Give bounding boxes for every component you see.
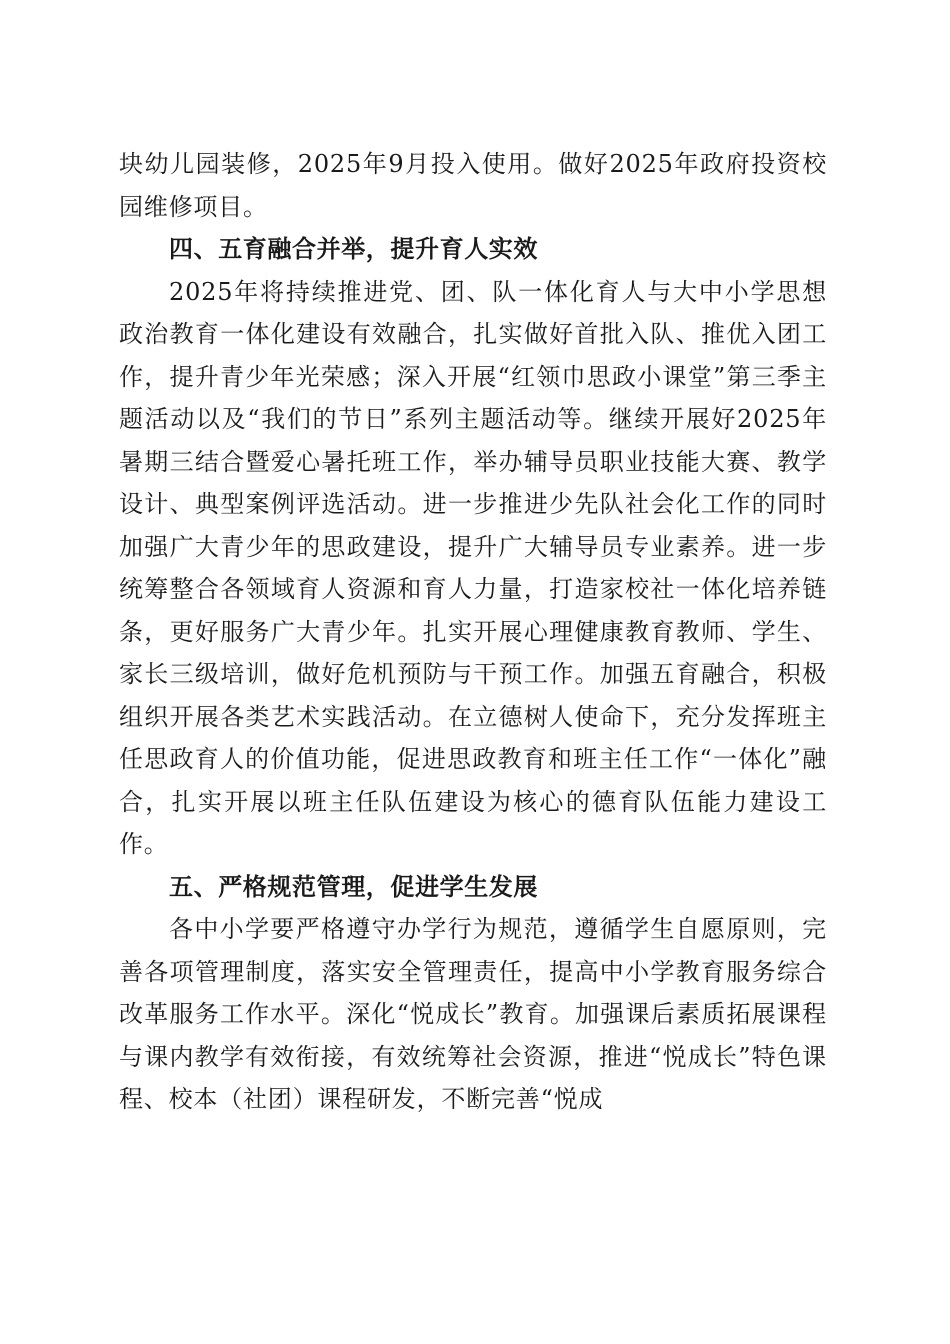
document-body bbox=[119, 143, 827, 1121]
section-heading-4: 四、五育融合并举，提升育人实效 bbox=[169, 235, 538, 263]
paragraph-continuation: 块幼儿园装修，2025年9月投入使用。做好2025年政府投资校园维修项目。 bbox=[119, 150, 827, 221]
section-heading-5: 五、严格规范管理，促进学生发展 bbox=[169, 872, 538, 901]
paragraph-section-5: 各中小学要严格遵守办学行为规范，遵循学生自愿原则，完善各项管理制度，落实安全管理责任，提高中小学教育服务综合改革服务工作水平。深化“悦成长”教育。加强课后素质拓展课程与课内教学有效衔接，有效统筹社会资源，推进“悦成长”特色课程、校本（社团）课程研发，不断完善“悦成 bbox=[119, 915, 827, 1113]
paragraph-section-4: 2025年将持续推进党、团、队一体化育人与大中小学思想政治教育一体化建设有效融合，扎实做好首批入队、推优入团工作，提升青少年光荣感；深入开展“红领巾思政小课堂”第三季主题活动以及“我们的节日”系列主题活动等。继续开展好2025年暑期三结合暨爱心暑托班工作，举办辅导员职业技能大赛、教学设计、典型案例评选活动。进一步推进少先队社会化工作的同时加强广大青少年的思政建设，提升广大辅导员专业素养。进一步统筹整合各领域育人资源和育人力量，打造家校社一体化培养链条，更好服务广大青少年。扎实开展心理健康教育教师、学生、家长三级培训，做好危机预防与干预工作。加强五育融合，积极组织开展各类艺术实践活动。在立德树人使命下，充分发挥班主任思政育人的价值功能，促进思政教育和班主任工作“一体化”融合，扎实开展以班主任队伍建设为核心的德育队伍能力建设工作。 bbox=[119, 277, 827, 858]
